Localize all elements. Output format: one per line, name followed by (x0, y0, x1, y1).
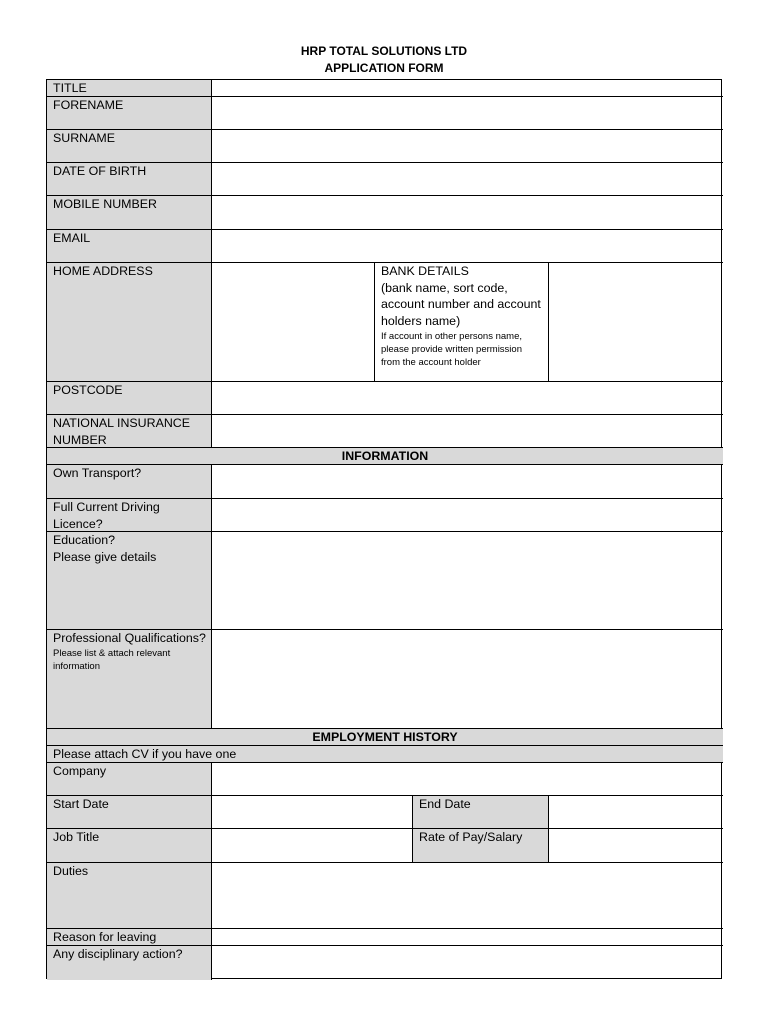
section-information: INFORMATION (47, 448, 723, 465)
bank-details-note: If account in other persons name, please provide written permission from the account holder (381, 331, 522, 368)
bank-details-desc: (bank name, sort code, account number and account holders name) (381, 280, 541, 328)
grid-line (374, 263, 375, 382)
input-title[interactable] (212, 80, 723, 97)
label-national-insurance-number: NATIONAL INSURANCE NUMBER (47, 415, 212, 448)
grid-line (47, 464, 723, 465)
input-rate-of-pay[interactable] (549, 829, 723, 863)
label-education: Education? Please give details (47, 532, 212, 630)
form-header (0, 43, 768, 76)
grid-line (47, 381, 723, 382)
label-bank-details: BANK DETAILS (bank name, sort code, account number and account holders name) If account in other persons name, please provide written permission from the account holder (375, 263, 549, 382)
input-education[interactable] (212, 532, 723, 630)
label-mobile-number: MOBILE NUMBER (47, 196, 212, 230)
input-reason-for-leaving[interactable] (212, 929, 723, 946)
input-job-title[interactable] (212, 829, 413, 863)
input-postcode[interactable] (212, 382, 723, 415)
grid-line (47, 447, 723, 448)
input-disciplinary-action[interactable] (212, 946, 723, 980)
input-duties[interactable] (212, 863, 723, 929)
input-start-date[interactable] (212, 796, 413, 829)
label-own-transport: Own Transport? (47, 465, 212, 499)
label-driving-licence: Full Current Driving Licence? (47, 499, 212, 532)
grid-line (548, 263, 549, 382)
input-date-of-birth[interactable] (212, 163, 723, 196)
cv-note: Please attach CV if you have one (47, 746, 723, 763)
grid-line (47, 162, 723, 163)
label-email: EMAIL (47, 230, 212, 263)
grid-line (47, 531, 723, 532)
label-date-of-birth: DATE OF BIRTH (47, 163, 212, 196)
grid-line (47, 96, 723, 97)
grid-line (211, 80, 212, 448)
input-company[interactable] (212, 763, 723, 796)
application-form (46, 79, 722, 979)
label-disciplinary-action: Any disciplinary action? (47, 946, 212, 980)
label-postcode: POSTCODE (47, 382, 212, 415)
grid-line (47, 762, 723, 763)
label-reason-for-leaving: Reason for leaving (47, 929, 212, 946)
grid-line (47, 745, 723, 746)
grid-line (211, 465, 212, 729)
grid-line (47, 928, 723, 929)
label-company: Company (47, 763, 212, 796)
input-home-address[interactable] (212, 263, 375, 382)
grid-line (47, 862, 723, 863)
grid-line (412, 796, 413, 863)
grid-line (47, 498, 723, 499)
label-start-date: Start Date (47, 796, 212, 829)
input-own-transport[interactable] (212, 465, 723, 499)
grid-line (47, 795, 723, 796)
label-title: TITLE (47, 80, 212, 97)
input-mobile-number[interactable] (212, 196, 723, 230)
input-forename[interactable] (212, 97, 723, 130)
grid-line (47, 728, 723, 729)
grid-line (47, 262, 723, 263)
grid-line (47, 129, 723, 130)
input-end-date[interactable] (549, 796, 723, 829)
education-hint: Please give details (53, 549, 157, 564)
input-bank-details[interactable] (549, 263, 723, 382)
grid-line (47, 414, 723, 415)
label-end-date: End Date (413, 796, 549, 829)
input-driving-licence[interactable] (212, 499, 723, 532)
section-employment-history: EMPLOYMENT HISTORY (47, 729, 723, 746)
input-national-insurance-number[interactable] (212, 415, 723, 448)
label-job-title: Job Title (47, 829, 212, 863)
company-name: HRP TOTAL SOLUTIONS LTD (300, 44, 468, 58)
input-surname[interactable] (212, 130, 723, 163)
label-forename: FORENAME (47, 97, 212, 130)
label-home-address: HOME ADDRESS (47, 263, 212, 382)
grid-line (211, 763, 212, 980)
input-professional-qualifications[interactable] (212, 630, 723, 729)
grid-line (47, 945, 723, 946)
label-professional-qualifications: Professional Qualifications? Please list & attach relevant information (47, 630, 212, 729)
input-email[interactable] (212, 230, 723, 263)
label-surname: SURNAME (47, 130, 212, 163)
label-duties: Duties (47, 863, 212, 929)
grid-line (47, 828, 723, 829)
grid-line (47, 629, 723, 630)
label-rate-of-pay: Rate of Pay/Salary (413, 829, 549, 863)
grid-line (47, 195, 723, 196)
grid-line (548, 796, 549, 863)
qualifications-hint: Please list & attach relevant information (53, 647, 171, 672)
grid-line (47, 229, 723, 230)
form-title: APPLICATION FORM (324, 60, 444, 75)
